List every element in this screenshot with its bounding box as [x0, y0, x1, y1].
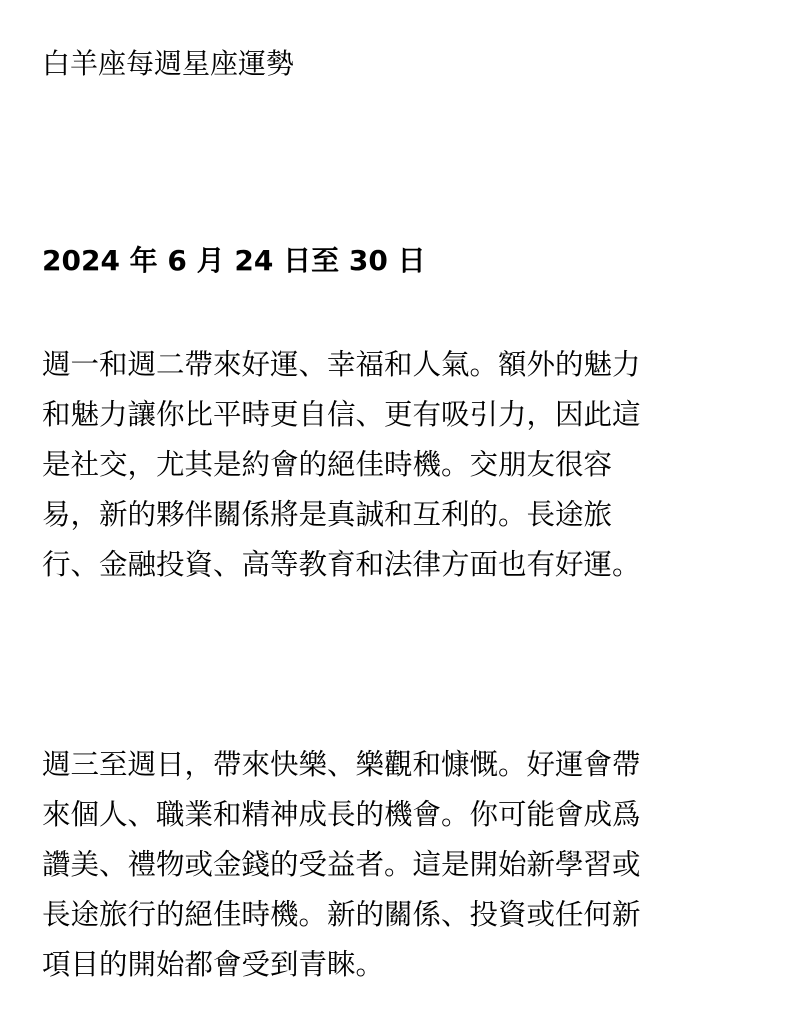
- paragraph-line: 週三至週日，帶來快樂、樂觀和慷慨。好運會帶: [42, 748, 641, 781]
- paragraph-line: 和魅力讓你比平時更自信、更有吸引力，因此這: [42, 398, 641, 431]
- page-title: 白羊座每週星座運勢: [42, 47, 295, 80]
- paragraph-monday-tuesday: [42, 340, 754, 590]
- paragraph-line: 易，新的夥伴關係將是真誠和互利的。長途旅: [42, 498, 613, 531]
- paragraph-line: 週一和週二帶來好運、幸福和人氣。額外的魅力: [42, 348, 641, 381]
- paragraph-line: 讚美、禮物或金錢的受益者。這是開始新學習或: [42, 848, 641, 881]
- paragraph-line: 行、金融投資、高等教育和法律方面也有好運。: [42, 548, 641, 581]
- paragraph-line: 項目的開始都會受到青睞。: [42, 948, 385, 981]
- paragraph-wednesday-sunday: [42, 740, 754, 990]
- paragraph-line: 是社交，尤其是約會的絕佳時機。交朋友很容: [42, 448, 613, 481]
- paragraph-line: 長途旅行的絕佳時機。新的關係、投資或任何新: [42, 898, 641, 931]
- paragraph-line: 來個人、職業和精神成長的機會。你可能會成爲: [42, 798, 641, 831]
- date-range: 2024 年 6 月 24 日至 30 日: [42, 244, 426, 277]
